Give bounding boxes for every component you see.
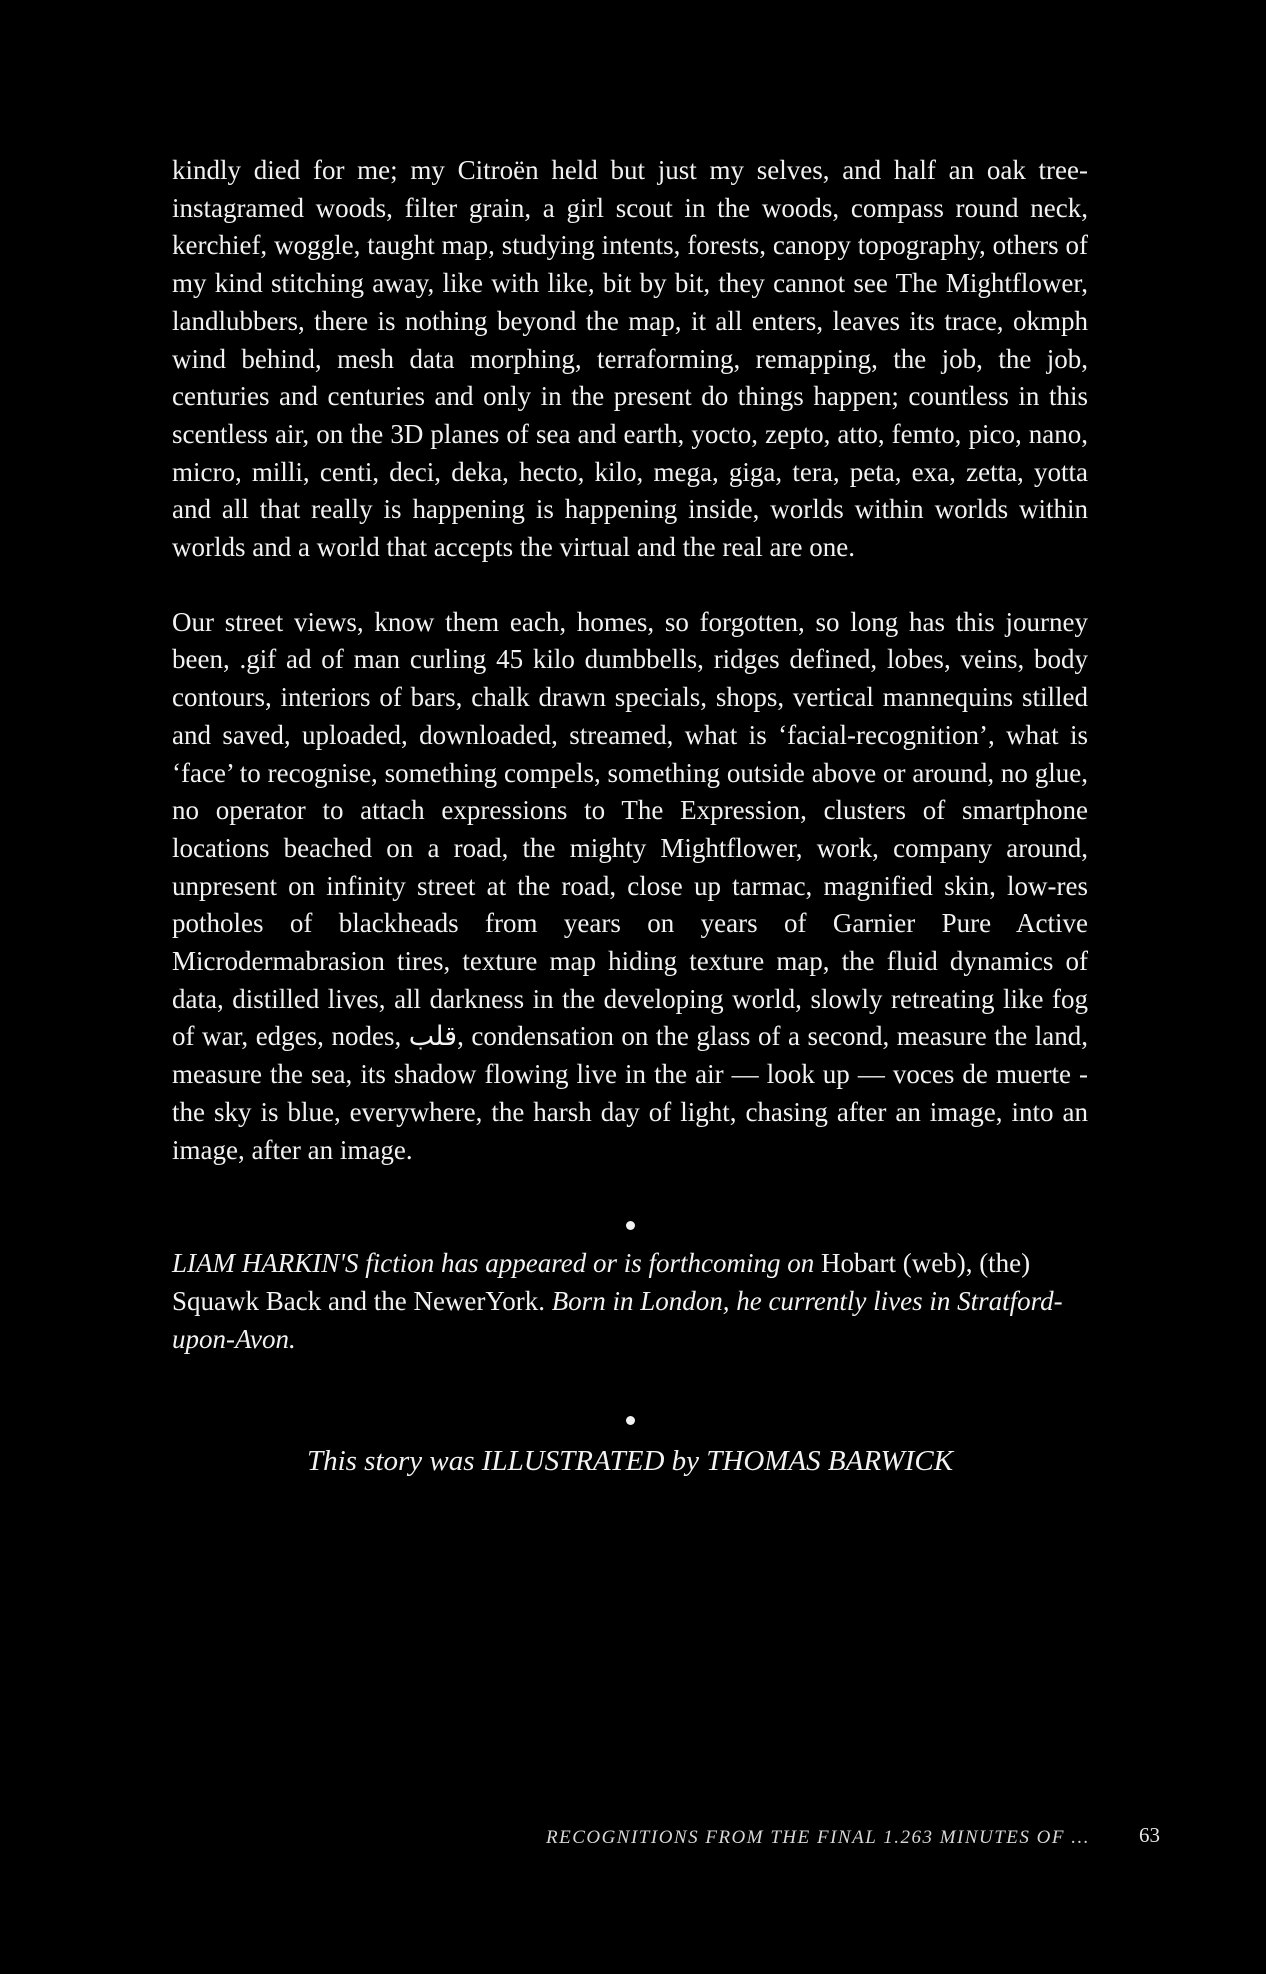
illustration-credit: This story was ILLUSTRATED by THOMAS BARWICK (306, 1445, 954, 1478)
bio-italic-lead: LIAM HARKIN'S fiction has appeared or is forthcoming on (172, 1248, 815, 1279)
page-footer (0, 1823, 1266, 1853)
bullet-dot-icon (626, 1221, 635, 1230)
section-bullet (172, 1402, 1088, 1432)
section-bullet (172, 1207, 1088, 1237)
paragraph-2: Our street views, know them each, homes, so forgotten, so long has this journey been, .gif ad of man curling 45 kilo dumbbells, ridges defined, lobes, veins, body contours, interiors of bars, chalk drawn specials, shops, vertical mannequins stilled and saved, uploaded, downloaded, streamed, what is ‘facial-recognition’, what is ‘face’ to recognise, something compels, something outside above or around, no glue, no operator to attach expressions to The Expression, clusters of smartphone locations beached on a road, the mighty Mightflower, work, company around, unpresent on infinity street at the road, close up tarmac, magnified skin, low-res potholes of blackheads from years on years of Garnier Pure Active Microdermabrasion tires, texture map hiding texture map, the fluid dynamics of data, distilled lives, all darkness in the developing world, slowly retreating like fog of war, edges, nodes, قلب, condensation on the glass of a second, measure the land, measure the sea, its shadow flowing live in the air — look up — voces de muerte - the sky is blue, everywhere, the harsh day of light, chasing after an image, into an image, after an image. (172, 606, 1088, 1165)
author-bio (172, 1245, 1088, 1358)
page-number: 63 (1139, 1823, 1160, 1847)
running-title: RECOGNITIONS FROM THE FINAL 1.263 MINUTES OF ... (545, 1827, 1090, 1848)
paragraph-1: kindly died for me; my Citroën held but just my selves, and half an oak tree-instagramed woods, filter grain, a girl scout in the woods, compass round neck, kerchief, woggle, taught map, studying intents, forests, canopy topography, others of my kind stitching away, like with like, bit by bit, they cannot see The Mightflower, landlubbers, there is nothing beyond the map, it all enters, leaves its trace, okmph wind behind, mesh data morphing, terraforming, remapping, the job, the job, centuries and centuries and only in the present do things happen; countless in this scentless air, on the 3D planes of sea and earth, yocto, zepto, atto, femto, pico, nano, micro, milli, centi, deci, deka, hecto, kilo, mega, giga, tera, peta, exa, zetta, yotta and all that really is happening is happening inside, worlds within worlds within worlds and a world that accepts the virtual and the real are one. (172, 155, 1088, 563)
bullet-dot-icon (626, 1416, 635, 1425)
bio-italic-tail: Born in London, he currently lives in Stratford-upon-Avon. (172, 1285, 1063, 1354)
article-body (172, 152, 1088, 1480)
bio-publications: Hobart (web), (the) Squawk Back and the NewerYork. (172, 1248, 1031, 1316)
